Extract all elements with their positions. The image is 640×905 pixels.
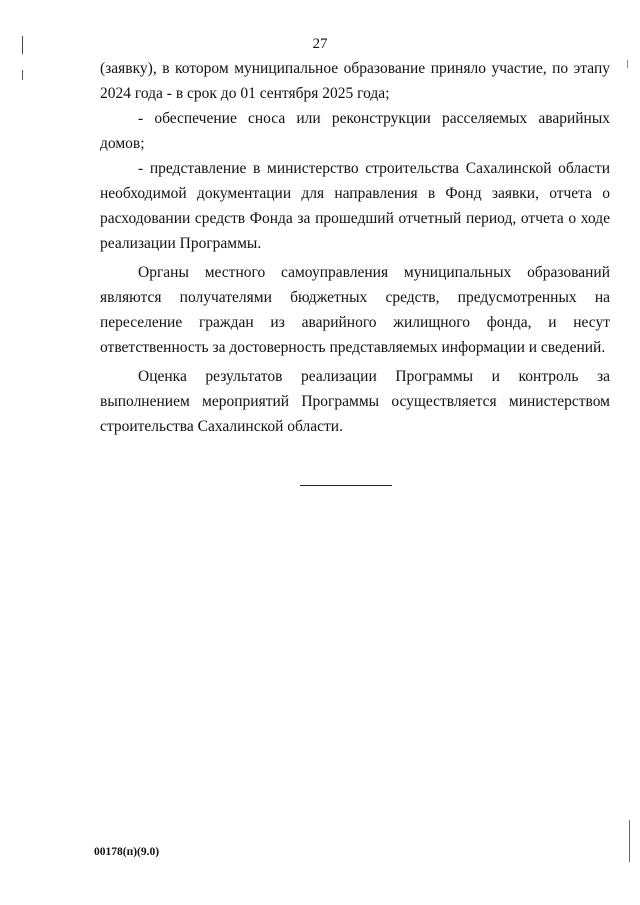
scan-artifact (629, 820, 630, 862)
paragraph-demolition-item: - обеспечение сноса или реконструкции расселяемых аварийных домов; (100, 110, 610, 152)
scan-artifact (22, 70, 23, 80)
footer-document-code: 00178(п)(9.0) (94, 846, 160, 858)
paragraph-continuation: (заявку), в котором муниципальное образование приняло участие, по этапу 2024 года - в срок до 01 сентября 2025 года; (100, 60, 610, 102)
body-text (100, 56, 610, 439)
paragraph-evaluation: Оценка результатов реализации Программы и контроль за выполнением мероприятий Программы осуществляется министерством строительства Сахалинской области. (100, 368, 610, 435)
paragraph-documentation-item: - представление в министерство строительства Сахалинской области необходимой документации для направления в Фонд заявки, отчета о расходовании средств Фонда за прошедший отчетный период, отчета о ходе реализации Программы. (100, 160, 610, 252)
scan-artifact (627, 60, 628, 68)
end-divider-line (300, 485, 392, 486)
page-number: 27 (312, 36, 328, 52)
paragraph-local-authorities: Органы местного самоуправления муниципальных образований являются получателями бюджетных средств, предусмотренных на переселение граждан из аварийного жилищного фонда, и несут ответственность за достоверность представляемых информации и сведений. (100, 264, 610, 356)
